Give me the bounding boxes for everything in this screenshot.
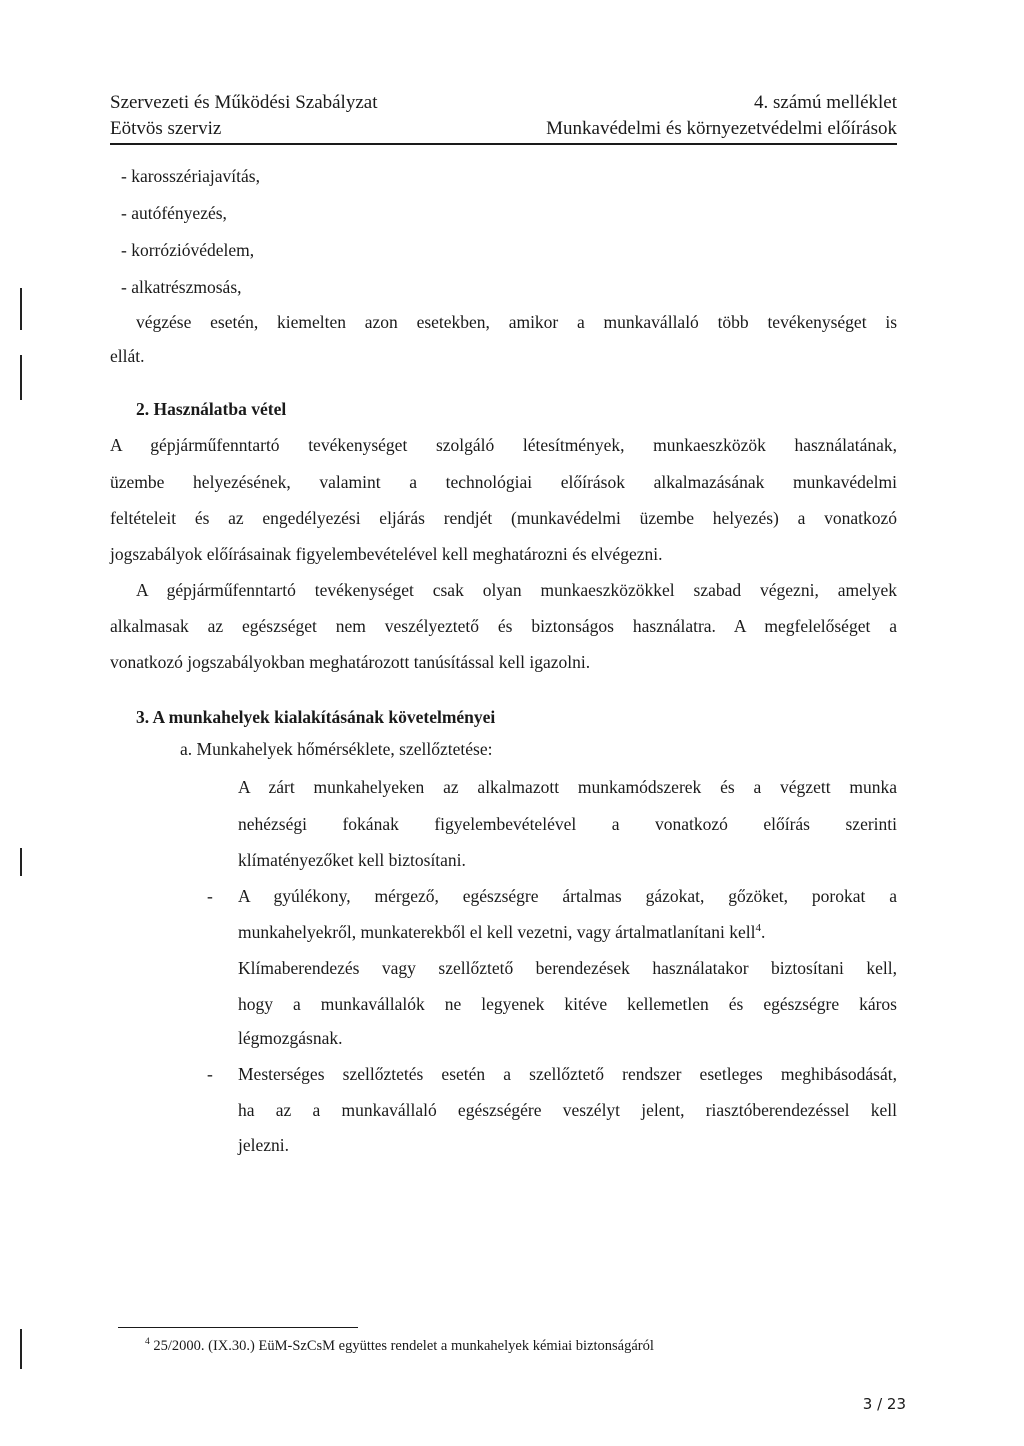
paragraph-line: Mesterséges szellőztetés esetén a szellőztető rendszer esetleges meghibásodását, bbox=[238, 1064, 897, 1084]
header-annex-title: Munkavédelmi és környezetvédelmi előírások bbox=[546, 118, 897, 139]
section-heading: 3. A munkahelyek kialakításának követelményei bbox=[136, 707, 496, 727]
subsection-heading: a. Munkahelyek hőmérséklete, szellőztetése: bbox=[180, 739, 493, 759]
paragraph-line bbox=[238, 922, 765, 943]
paragraph-line: nehézségi fokának figyelembevételével a vonatkozó előírás szerinti bbox=[238, 814, 897, 834]
footnote-ref: 4 bbox=[755, 922, 762, 935]
paragraph-line: A gyúlékony, mérgező, egészségre ártalmas gázokat, gőzöket, porokat a bbox=[238, 886, 897, 906]
footnote-number: 4 bbox=[145, 1337, 150, 1347]
paragraph-end: . bbox=[761, 922, 766, 942]
paragraph-line: A gépjárműfenntartó tevékenységet csak olyan munkaeszközökkel szabad végezni, amelyek bbox=[136, 580, 897, 600]
margin-mark bbox=[20, 1329, 22, 1369]
list-item: - autófényezés, bbox=[121, 203, 227, 223]
intro-line: ellát. bbox=[110, 346, 145, 366]
list-item: - alkatrészmosás, bbox=[121, 277, 242, 297]
header-annex-number: 4. számú melléklet bbox=[754, 92, 897, 113]
dash-bullet: - bbox=[207, 886, 213, 906]
paragraph-line: hogy a munkavállalók ne legyenek kitéve kellemetlen és egészségre káros bbox=[238, 994, 897, 1014]
paragraph-line: vonatkozó jogszabályokban meghatározott tanúsítással kell igazolni. bbox=[110, 652, 591, 672]
margin-mark bbox=[20, 355, 22, 400]
list-item: - karosszériajavítás, bbox=[121, 166, 260, 186]
paragraph-line: ha az a munkavállaló egészségére veszélyt jelent, riasztóberendezéssel kell bbox=[238, 1100, 897, 1120]
footnote-rule bbox=[118, 1327, 358, 1328]
paragraph-line: üzembe helyezésének, valamint a technológiai előírások alkalmazásának munkavédelmi bbox=[110, 472, 897, 492]
header-subtitle: Eötvös szerviz bbox=[110, 118, 222, 139]
header-title: Szervezeti és Működési Szabályzat bbox=[110, 92, 378, 113]
paragraph-line: A zárt munkahelyeken az alkalmazott munkamódszerek és a végzett munka bbox=[238, 777, 897, 797]
margin-mark bbox=[20, 288, 22, 330]
paragraph-line: feltételeit és az engedélyezési eljárás rendjét (munkavédelmi üzembe helyezés) a vonatkozó bbox=[110, 508, 897, 528]
paragraph-line: A gépjárműfenntartó tevékenységet szolgáló létesítmények, munkaeszközök használatának, bbox=[110, 435, 897, 455]
header-rule bbox=[110, 143, 897, 145]
paragraph-line: alkalmasak az egészséget nem veszélyeztető és biztonságos használatra. A megfelelőséget a bbox=[110, 616, 897, 636]
paragraph-line: jogszabályok előírásainak figyelembevételével kell meghatározni és elvégezni. bbox=[110, 544, 663, 564]
paragraph-line: jelezni. bbox=[238, 1135, 290, 1155]
section-heading: 2. Használatba vétel bbox=[136, 399, 287, 419]
margin-mark bbox=[20, 848, 22, 876]
list-item: - korrózióvédelem, bbox=[121, 240, 255, 260]
paragraph-line: klímatényezőket kell biztosítani. bbox=[238, 850, 466, 870]
footnote bbox=[145, 1337, 654, 1355]
footnote-text: 25/2000. (IX.30.) EüM-SzCsM együttes rendelet a munkahelyek kémiai biztonságáról bbox=[153, 1337, 654, 1354]
paragraph-line: Klímaberendezés vagy szellőztető berendezések használatakor biztosítani kell, bbox=[238, 958, 897, 978]
paragraph-line: légmozgásnak. bbox=[238, 1028, 343, 1048]
dash-bullet: - bbox=[207, 1064, 213, 1084]
page-number: 3 / 23 bbox=[862, 1395, 906, 1413]
paragraph-text: munkahelyekről, munkaterekből el kell vezetni, vagy ártalmatlanítani kell bbox=[238, 922, 756, 942]
intro-line: végzése esetén, kiemelten azon esetekben, amikor a munkavállaló több tevékenységet is bbox=[136, 312, 897, 332]
